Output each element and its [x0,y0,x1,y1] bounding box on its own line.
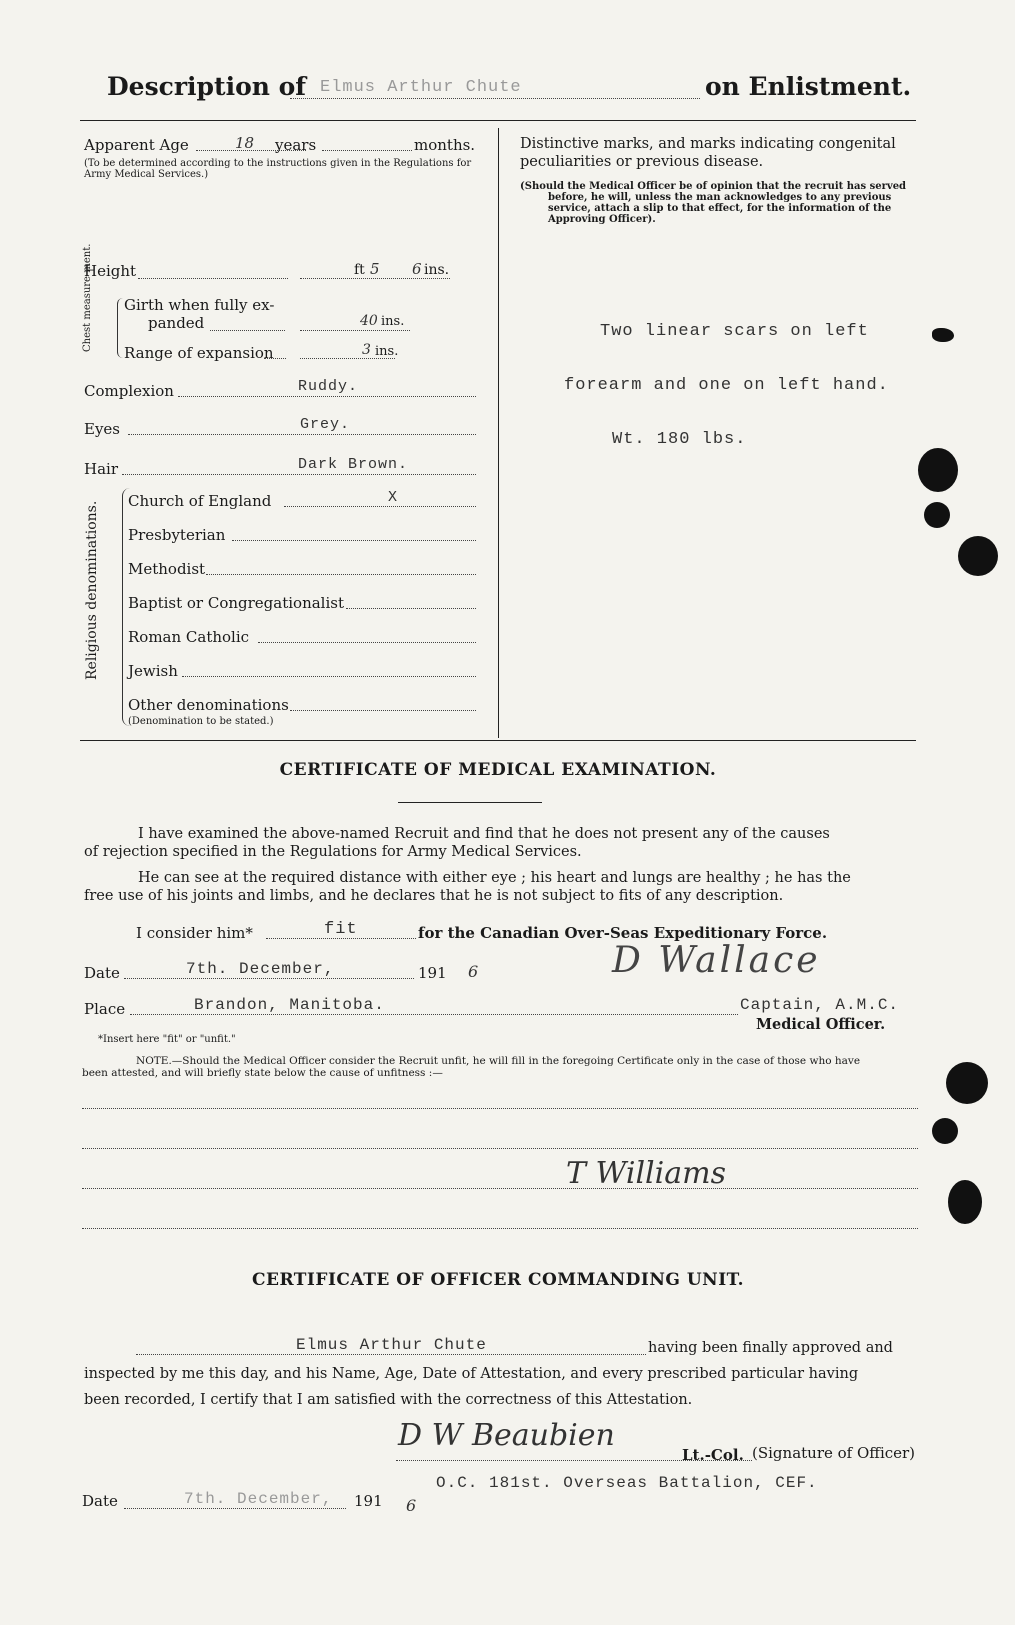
religion-presbyterian: Presbyterian [128,526,226,544]
religion-dots-2 [232,540,476,541]
religion-dots-6 [182,676,476,677]
insert-note: *Insert here "fit" or "unfit." [98,1034,236,1045]
medical-para2-line1: He can see at the required distance with either eye ; his heart and lungs are healthy ; he has the [138,870,851,886]
religion-baptist: Baptist or Congregationalist [128,594,344,612]
ft-label: ft [354,262,365,278]
religion-dots-1 [284,506,476,507]
other-denomination-note: (Denomination to be stated.) [128,716,274,727]
commanding-signature: D W Beaubien [398,1418,615,1453]
ink-blot [924,502,950,528]
commanding-unit-line: O.C. 181st. Overseas Battalion, CEF. [436,1474,818,1492]
range-label: Range of expansion [124,344,274,362]
unfit-note-2: been attested, and will briefly state below the cause of unfitness :— [82,1067,443,1079]
commanding-rank: Lt.-Col. [682,1446,744,1464]
ink-blot [918,448,958,492]
header-name-line [290,98,700,99]
eyes-value: Grey. [300,416,351,433]
signature-label: (Signature of Officer) [752,1444,916,1462]
months-dots [322,150,412,151]
height-in-value: 6 [412,260,422,278]
range-value: 3 [362,342,371,358]
unfit-note-1: NOTE.—Should the Medical Officer consider the Recruit unfit, he will fill in the foregoing Certificate only in the case of those who have [136,1055,861,1067]
hair-label: Hair [84,460,118,478]
religion-methodist: Methodist [128,560,206,578]
range-dots [264,358,286,359]
marks-line-3: Wt. 180 lbs. [612,430,747,449]
header-title-right: on Enlistment. [705,72,912,101]
ink-blot [932,328,954,342]
header-title-left: Description of [107,72,307,101]
complexion-label: Complexion [84,382,174,400]
months-label: months. [414,136,476,154]
unfit-line-3 [82,1188,918,1189]
medical-para1-line2: of rejection specified in the Regulations for Army Medical Services. [84,844,582,860]
religion-other: Other denominations [128,696,289,714]
consider-label: I consider him* [136,924,253,942]
consider-tail: for the Canadian Over-Seas Expeditionary Force. [418,924,828,942]
ink-blot [932,1118,958,1144]
girth-label-2: panded [148,314,205,332]
height-value-dots [300,278,450,279]
girth-value-dots [300,330,410,331]
document-header [0,0,1015,110]
marks-line-2: forearm and one on left hand. [564,376,889,395]
marks-line-1: Two linear scars on left [600,322,869,341]
age-value: 18 [235,134,255,152]
ink-blot [958,536,998,576]
ins-label: ins. [424,262,450,278]
girth-dots [210,330,285,331]
girth-unit: ins. [381,314,405,329]
description-bottom-rule [80,740,916,741]
officer-title: Medical Officer. [756,1016,886,1033]
commanding-date-dots [124,1508,346,1509]
commanding-year-prefix: 191 [354,1492,383,1510]
religion-dots-3 [206,574,476,575]
overlay-signature-3: T Williams [566,1156,726,1191]
complexion-value: Ruddy. [298,378,359,395]
hair-dots [122,474,476,475]
girth-value: 40 [360,313,378,329]
medical-para2-line2: free use of his joints and limbs, and he declares that he is not subject to fits of any description. [84,888,784,904]
ink-blot [948,1180,982,1224]
marks-note-2: before, he will, unless the man acknowledges to any previous [548,192,892,203]
girth-label-1: Girth when fully ex- [124,296,275,314]
marks-note-3: service, attach a slip to that effect, for the information of the [548,203,892,214]
years-label: years [275,136,317,154]
commanding-date-label: Date [82,1492,118,1510]
medical-heading-rule [398,802,542,803]
height-label: Height [84,262,137,280]
unfit-line-4 [82,1228,918,1229]
medical-date-dots [124,978,414,979]
complexion-dots [178,396,476,397]
commanding-year-digit: 6 [406,1496,417,1515]
medical-year-prefix: 191 [418,964,447,982]
eyes-label: Eyes [84,420,120,438]
commanding-line2: inspected by me this day, and his Name, Age, Date of Attestation, and every prescribed particular having [84,1366,859,1382]
commanding-name-dots [136,1354,646,1355]
place-value: Brandon, Manitoba. [194,996,385,1014]
religion-dots-5 [258,642,476,643]
commanding-heading: CERTIFICATE OF OFFICER COMMANDING UNIT. [251,1270,745,1290]
religion-church-of-england: Church of England [128,492,272,510]
marks-heading-1: Distinctive marks, and marks indicating congenital [520,136,896,152]
religion-mark: X [388,489,399,506]
unfit-line-1 [82,1108,918,1109]
marks-note-4: Approving Officer). [548,214,656,225]
apparent-age-label: Apparent Age [84,136,189,154]
consider-value: fit [324,920,358,939]
marks-heading-2: peculiarities or previous disease. [520,154,764,170]
unfit-line-2 [82,1148,918,1149]
medical-year-digit: 6 [468,962,479,981]
commanding-name-value: Elmus Arthur Chute [296,1336,487,1354]
place-dots [130,1014,738,1015]
hair-value: Dark Brown. [298,456,409,473]
medical-para1-line1: I have examined the above-named Recruit and find that he does not present any of the causes [138,826,830,842]
recruit-name: Elmus Arthur Chute [320,78,522,97]
religion-jewish: Jewish [128,662,178,680]
top-rule [80,120,916,121]
height-ft-value: 5 [370,260,380,278]
height-dots [138,278,288,279]
age-note: (To be determined according to the instructions given in the Regulations for Army Medical Services.) [84,158,472,180]
medical-date-label: Date [84,964,120,982]
chest-side-text: Chest measure-ment. [82,243,93,352]
commanding-line3: been recorded, I certify that I am satisfied with the correctness of this Attestation. [84,1392,693,1408]
medical-officer-signature: D Wallace [612,940,821,981]
religion-side-text: Religious denominations. [84,500,100,680]
commanding-line1-tail: having been finally approved and [648,1340,893,1356]
religion-dots-7 [290,710,476,711]
commanding-date-value: 7th. December, [184,1490,333,1508]
eyes-dots [128,434,476,435]
range-unit: ins. [375,344,399,359]
medical-date-value: 7th. December, [186,960,335,978]
medical-heading: CERTIFICATE OF MEDICAL EXAMINATION. [279,760,717,780]
religion-roman-catholic: Roman Catholic [128,628,250,646]
marks-note-1: (Should the Medical Officer be of opinion that the recruit has served [520,181,907,192]
officer-rank: Captain, A.M.C. [740,996,900,1014]
place-label: Place [84,1000,126,1018]
religion-dots-4 [346,608,476,609]
ink-blot [946,1062,988,1104]
column-divider [498,128,499,738]
